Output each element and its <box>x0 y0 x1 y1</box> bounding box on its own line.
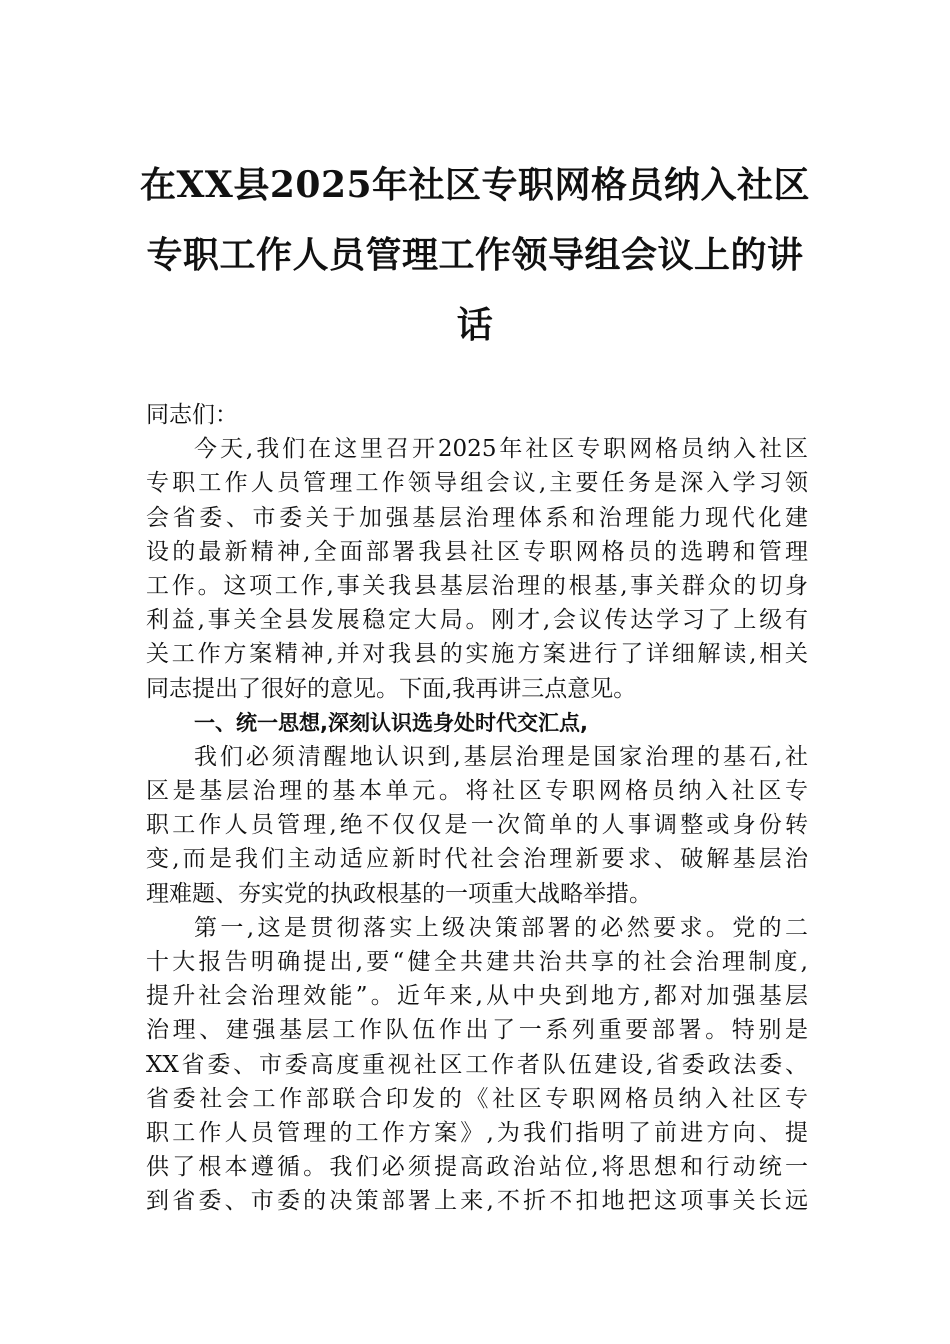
paragraph-line: 我们必须清醒地认识到,基层治理是国家治理的基石,社 <box>194 743 808 770</box>
title-line-2: 专职工作人员管理工作领导组会议上的讲 <box>146 234 804 276</box>
paragraph-line: 关工作方案精神,并对我县的实施方案进行了详细解读,相关 <box>146 641 808 668</box>
paragraph-line: 会省委、市委关于加强基层治理体系和治理能力现代化建 <box>146 504 808 531</box>
paragraph-line: 今天,我们在这里召开2025年社区专职网格员纳入社区 <box>194 436 808 463</box>
paragraph-line: 供了根本遵循。我们必须提高政治站位,将思想和行动统一 <box>146 1154 808 1181</box>
paragraph-line: 职工作人员管理,绝不仅仅是一次简单的人事调整或身份转 <box>146 812 808 839</box>
salutation: 同志们： <box>146 402 238 428</box>
document-body <box>146 398 808 1219</box>
paragraph-line: 十大报告明确提出,要“健全共建共治共享的社会治理制度, <box>146 949 808 975</box>
title-line-1: 在XX县2025年社区专职网格员纳入社区 <box>140 164 811 206</box>
paragraph-line: 利益,事关全县发展稳定大局。刚才,会议传达学习了上级有 <box>146 607 808 634</box>
paragraph-line: 区是基层治理的基本单元。将社区专职网格员纳入社区专 <box>146 778 808 805</box>
paragraph-line: 同志提出了很好的意见。下面,我再讲三点意见。 <box>146 675 637 702</box>
paragraph-line: 变,而是我们主动适应新时代社会治理新要求、破解基层治 <box>146 846 808 873</box>
section-heading: 一、统一思想,深刻认识选身处时代交汇点, <box>194 710 588 735</box>
paragraph-line: 治理、建强基层工作队伍作出了一系列重要部署。特别是 <box>146 1017 808 1044</box>
paragraph-line: XX省委、市委高度重视社区工作者队伍建设,省委政法委、 <box>146 1051 808 1078</box>
paragraph-line: 工作。这项工作,事关我县基层治理的根基,事关群众的切身 <box>146 572 808 599</box>
paragraph-line: 设的最新精神,全面部署我县社区专职网格员的选聘和管理 <box>146 538 808 565</box>
paragraph-line: 职工作人员管理的工作方案》,为我们指明了前进方向、提 <box>146 1119 808 1146</box>
document-title <box>140 150 810 360</box>
paragraph-line: 省委社会工作部联合印发的《社区专职网格员纳入社区专 <box>146 1085 808 1112</box>
paragraph-line: 到省委、市委的决策部署上来,不折不扣地把这项事关长远 <box>146 1188 808 1215</box>
paragraph-line: 第一,这是贯彻落实上级决策部署的必然要求。党的二 <box>194 914 808 941</box>
paragraph-line: 提升社会治理效能”。近年来,从中央到地方,都对加强基层 <box>146 983 808 1010</box>
title-line-3: 话 <box>456 304 494 346</box>
paragraph-line: 理难题、夯实党的执政根基的一项重大战略举措。 <box>146 880 652 907</box>
paragraph-line: 专职工作人员管理工作领导组会议,主要任务是深入学习领 <box>146 470 808 497</box>
